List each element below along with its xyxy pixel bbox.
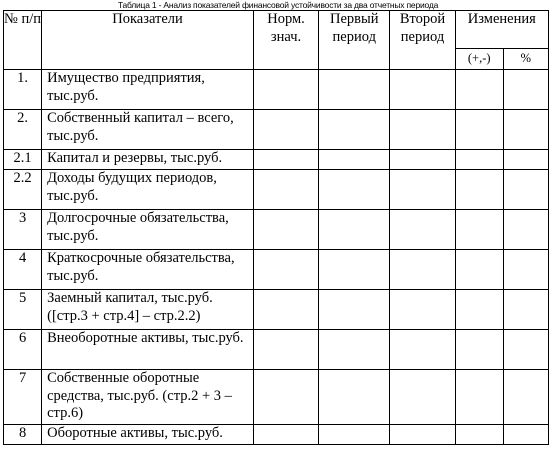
norm-cell	[253, 290, 318, 330]
table-row	[4, 150, 549, 170]
row-indicator-label: Капитал и резервы, тыс.руб.	[42, 150, 254, 170]
change-abs-cell	[455, 370, 503, 425]
change-abs-cell	[455, 110, 503, 150]
change-pct-cell	[503, 290, 548, 330]
row-number: 5	[4, 290, 42, 330]
change-pct-cell	[503, 210, 548, 250]
period2-cell	[390, 425, 455, 445]
period1-cell	[319, 330, 390, 370]
header-changes-pct: %	[503, 49, 548, 70]
period2-cell	[390, 150, 455, 170]
change-abs-cell	[455, 425, 503, 445]
change-abs-cell	[455, 70, 503, 110]
period2-cell	[390, 330, 455, 370]
row-indicator-label: Доходы будущих периодов, тыс.руб.	[42, 170, 254, 210]
change-abs-cell	[455, 290, 503, 330]
period2-cell	[390, 290, 455, 330]
change-pct-cell	[503, 170, 548, 210]
norm-cell	[253, 110, 318, 150]
row-number: 6	[4, 330, 42, 370]
norm-cell	[253, 70, 318, 110]
row-indicator-label: Внеоборотные активы, тыс.руб.	[42, 330, 254, 370]
row-number: 7	[4, 370, 42, 425]
change-pct-cell	[503, 250, 548, 290]
period1-cell	[319, 250, 390, 290]
period1-cell	[319, 70, 390, 110]
header-changes-abs: (+,-)	[455, 49, 503, 70]
financial-stability-table	[3, 10, 549, 445]
period2-cell	[390, 170, 455, 210]
header-norm: Норм. знач.	[253, 11, 318, 70]
norm-cell	[253, 210, 318, 250]
header-row	[4, 11, 549, 49]
table-row	[4, 210, 549, 250]
period1-cell	[319, 110, 390, 150]
table-caption: Таблица 1 - Анализ показателей финансовой устойчивости за два отчетных периода	[117, 0, 439, 10]
period1-cell	[319, 210, 390, 250]
row-number: 4	[4, 250, 42, 290]
table-row	[4, 110, 549, 150]
table-row	[4, 250, 549, 290]
row-indicator-label: Заемный капитал, тыс.руб. ([стр.3 + стр.4] – стр.2.2)	[42, 290, 254, 330]
period1-cell	[319, 290, 390, 330]
row-indicator-label: Собственные оборотные средства, тыс.руб. (стр.2 + 3 – стр.6)	[42, 370, 254, 425]
row-indicator-label: Имущество предприятия, тыс.руб.	[42, 70, 254, 110]
table-row	[4, 290, 549, 330]
change-abs-cell	[455, 170, 503, 210]
table-row	[4, 70, 549, 110]
header-indicators: Показатели	[42, 11, 254, 70]
row-number: 1.	[4, 70, 42, 110]
table-row	[4, 170, 549, 210]
period1-cell	[319, 150, 390, 170]
table-row	[4, 370, 549, 425]
row-number: 8	[4, 425, 42, 445]
table-row	[4, 425, 549, 445]
change-abs-cell	[455, 210, 503, 250]
norm-cell	[253, 150, 318, 170]
header-changes: Изменения	[455, 11, 548, 49]
row-number: 2.	[4, 110, 42, 150]
change-abs-cell	[455, 250, 503, 290]
change-pct-cell	[503, 330, 548, 370]
period2-cell	[390, 70, 455, 110]
change-pct-cell	[503, 425, 548, 445]
period2-cell	[390, 250, 455, 290]
row-indicator-label: Долгосрочные обязательства, тыс.руб.	[42, 210, 254, 250]
norm-cell	[253, 370, 318, 425]
period2-cell	[390, 210, 455, 250]
table-body	[4, 70, 549, 445]
row-number: 3	[4, 210, 42, 250]
header-num: № п/п	[4, 11, 42, 70]
table-row	[4, 330, 549, 370]
change-abs-cell	[455, 330, 503, 370]
row-number: 2.2	[4, 170, 42, 210]
norm-cell	[253, 170, 318, 210]
row-indicator-label: Краткосрочные обязательства, тыс.руб.	[42, 250, 254, 290]
period2-cell	[390, 370, 455, 425]
change-pct-cell	[503, 370, 548, 425]
header-period1: Первый период	[319, 11, 390, 70]
period1-cell	[319, 425, 390, 445]
change-pct-cell	[503, 110, 548, 150]
change-abs-cell	[455, 150, 503, 170]
row-indicator-label: Оборотные активы, тыс.руб.	[42, 425, 254, 445]
header-period2: Второй период	[390, 11, 455, 70]
period2-cell	[390, 110, 455, 150]
period1-cell	[319, 170, 390, 210]
row-number: 2.1	[4, 150, 42, 170]
norm-cell	[253, 425, 318, 445]
norm-cell	[253, 330, 318, 370]
norm-cell	[253, 250, 318, 290]
row-indicator-label: Собственный капитал – всего, тыс.руб.	[42, 110, 254, 150]
change-pct-cell	[503, 150, 548, 170]
change-pct-cell	[503, 70, 548, 110]
period1-cell	[319, 370, 390, 425]
